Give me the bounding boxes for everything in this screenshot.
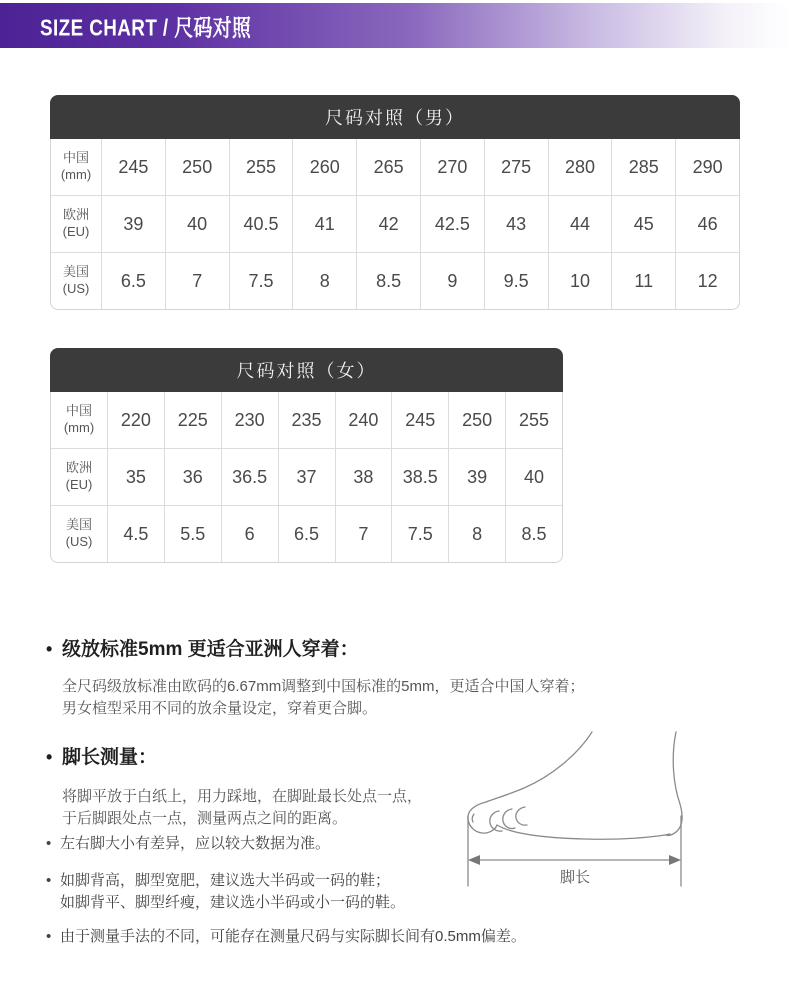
note-heading-text: 级放标准5mm 更适合亚洲人穿着： (62, 639, 359, 660)
size-cell: 12 (675, 252, 739, 309)
row-label (51, 139, 101, 195)
row-label-name: 欧洲 (65, 460, 92, 476)
row-label-name: 欧洲 (62, 207, 89, 223)
size-cell: 10 (548, 252, 612, 309)
row-label-name: 中国 (65, 403, 92, 419)
size-cell: 260 (292, 139, 356, 195)
size-cell: 46 (675, 195, 739, 252)
row-label-unit: (EU) (62, 224, 90, 239)
foot-illustration (450, 724, 790, 904)
size-cell: 42.5 (420, 195, 484, 252)
row-label-unit: (mm) (63, 420, 95, 435)
row-label-name: 中国 (62, 150, 89, 166)
row-label-unit: (US) (62, 281, 90, 296)
size-cell: 42 (356, 195, 420, 252)
size-cell: 9.5 (484, 252, 548, 309)
size-cell: 6.5 (278, 505, 335, 562)
size-cell: 39 (448, 448, 505, 505)
bullet-dot: • (46, 639, 53, 659)
note-heading-grading (46, 634, 359, 661)
size-cell: 290 (675, 139, 739, 195)
size-cell: 7.5 (391, 505, 448, 562)
row-label (51, 448, 107, 505)
size-cell: 245 (391, 392, 448, 448)
size-cell: 255 (229, 139, 293, 195)
arrow-left-head (468, 855, 480, 865)
size-cell: 37 (278, 448, 335, 505)
note-item-deviation (46, 926, 526, 948)
table-row (51, 139, 739, 195)
size-cell: 250 (165, 139, 229, 195)
table-row (51, 195, 739, 252)
bullet-dot: • (46, 872, 52, 889)
size-cell: 6 (221, 505, 278, 562)
size-cell: 220 (107, 392, 164, 448)
size-cell: 285 (611, 139, 675, 195)
men-size-table (50, 95, 740, 310)
bullet-dot: • (46, 747, 53, 767)
note-item-text (60, 870, 405, 914)
size-cell: 230 (221, 392, 278, 448)
note-item-foot-shape (46, 870, 405, 914)
size-cell: 38.5 (391, 448, 448, 505)
size-cell: 11 (611, 252, 675, 309)
arrow-right-head (669, 855, 681, 865)
size-cell: 235 (278, 392, 335, 448)
bullet-dot: • (46, 928, 52, 945)
row-label-name: 美国 (62, 264, 89, 280)
row-label-unit: (EU) (65, 477, 93, 492)
note-line: 于后脚跟处点一点，测量两点之间的距离。 (62, 810, 348, 827)
size-cell: 7.5 (229, 252, 293, 309)
note-item-text: 左右脚大小有差异，应以较大数据为准。 (60, 835, 331, 852)
size-cell: 38 (335, 448, 392, 505)
size-cell: 275 (484, 139, 548, 195)
size-cell: 41 (292, 195, 356, 252)
size-cell: 245 (101, 139, 165, 195)
section-title: SIZE CHART / 尺码对照 (40, 14, 252, 40)
size-cell: 36.5 (221, 448, 278, 505)
row-label-unit: (US) (65, 534, 93, 549)
size-cell: 270 (420, 139, 484, 195)
note-line: 将脚平放于白纸上，用力踩地，在脚趾最长处点一点， (62, 788, 423, 805)
row-label-unit: (mm) (60, 167, 92, 182)
size-cell: 250 (448, 392, 505, 448)
size-cell: 8.5 (356, 252, 420, 309)
size-cell: 280 (548, 139, 612, 195)
foot-outline-drawing (450, 724, 790, 904)
size-cell: 36 (164, 448, 221, 505)
size-cell: 40 (165, 195, 229, 252)
table-row (51, 392, 562, 448)
women-size-table (50, 348, 563, 563)
size-cell: 7 (165, 252, 229, 309)
size-cell: 8 (448, 505, 505, 562)
note-item-text: 由于测量手法的不同，可能存在测量尺码与实际脚长间有0.5mm偏差。 (60, 928, 526, 945)
size-cell: 5.5 (164, 505, 221, 562)
size-cell: 8.5 (505, 505, 562, 562)
note-body-grading (62, 676, 585, 720)
note-line: 如脚背平、脚型纤瘦，建议选小半码或小一码的鞋。 (60, 894, 406, 911)
section-banner (0, 3, 790, 48)
row-label (51, 195, 101, 252)
table-row (51, 252, 739, 309)
women-table-body (50, 392, 563, 563)
foot-length-label: 脚长 (559, 869, 590, 886)
size-cell: 39 (101, 195, 165, 252)
note-line: 全尺码级放标准由欧码的6.67mm调整到中国标准的5mm，更适合中国人穿着； (62, 678, 585, 695)
size-cell: 44 (548, 195, 612, 252)
size-cell: 8 (292, 252, 356, 309)
note-heading-measure (46, 742, 157, 769)
row-label (51, 392, 107, 448)
size-cell: 40.5 (229, 195, 293, 252)
note-body-measure (62, 786, 422, 830)
size-cell: 4.5 (107, 505, 164, 562)
size-cell: 9 (420, 252, 484, 309)
size-cell: 240 (335, 392, 392, 448)
size-cell: 255 (505, 392, 562, 448)
size-cell: 45 (611, 195, 675, 252)
size-cell: 6.5 (101, 252, 165, 309)
note-line: 男女楦型采用不同的放余量设定，穿着更合脚。 (62, 700, 378, 717)
women-table-title: 尺码对照（女） (50, 348, 563, 392)
men-table-title: 尺码对照（男） (50, 95, 740, 139)
row-label (51, 505, 107, 562)
table-row (51, 448, 562, 505)
row-label (51, 252, 101, 309)
size-cell: 43 (484, 195, 548, 252)
row-label-name: 美国 (65, 517, 92, 533)
size-cell: 40 (505, 448, 562, 505)
note-heading-text: 脚长测量： (62, 747, 158, 768)
size-cell: 35 (107, 448, 164, 505)
size-cell: 225 (164, 392, 221, 448)
table-row (51, 505, 562, 562)
note-item-feet-difference (46, 833, 330, 855)
size-cell: 265 (356, 139, 420, 195)
note-line: 如脚背高，脚型宽肥，建议选大半码或一码的鞋； (60, 872, 391, 889)
men-table-body (50, 139, 740, 310)
size-cell: 7 (335, 505, 392, 562)
bullet-dot: • (46, 835, 52, 852)
